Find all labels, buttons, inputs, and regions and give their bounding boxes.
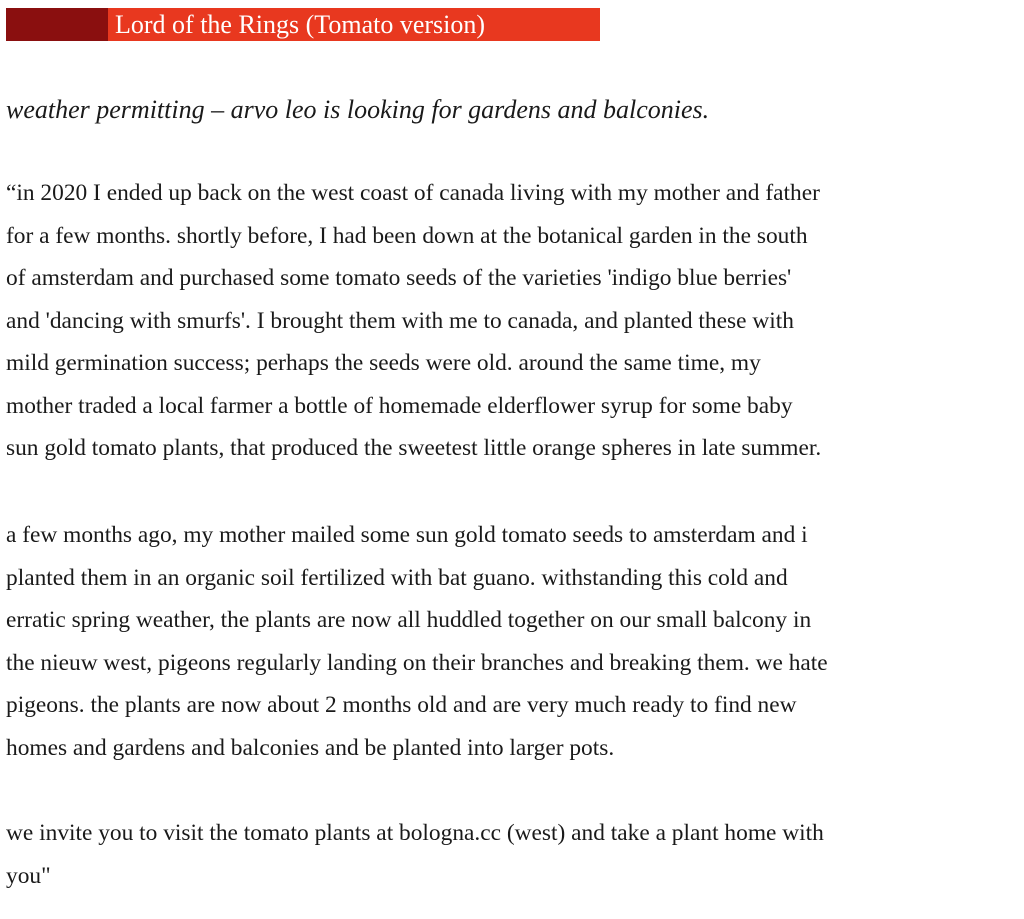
paragraph-line: homes and gardens and balconies and be planted into larger pots. — [6, 734, 615, 761]
paragraph-3 — [6, 812, 1016, 897]
page-title: Lord of the Rings (Tomato version) — [115, 10, 486, 39]
paragraph-line: for a few months. shortly before, I had been down at the botanical garden in the south — [6, 222, 808, 249]
paragraph-line: you" — [6, 862, 51, 889]
title-bar — [6, 8, 600, 41]
paragraph-line: we invite you to visit the tomato plants at bologna.cc (west) and take a plant home with — [6, 820, 824, 846]
paragraph-line: planted them in an organic soil fertilized with bat guano. withstanding this cold and — [6, 564, 788, 591]
paragraph-2 — [6, 514, 1016, 769]
paragraph-1 — [6, 172, 1016, 470]
paragraph-line: sun gold tomato plants, that produced the sweetest little orange spheres in late summer. — [6, 435, 822, 461]
subtitle: weather permitting – arvo leo is looking for gardens and balconies. — [6, 95, 710, 124]
paragraph-line: pigeons. the plants are now about 2 months old and are very much ready to find new — [6, 692, 797, 718]
paragraph-line: and 'dancing with smurfs'. I brought them with me to canada, and planted these with — [6, 307, 794, 334]
paragraph-line: mother traded a local farmer a bottle of homemade elderflower syrup for some baby — [6, 392, 793, 419]
paragraph-line: a few months ago, my mother mailed some sun gold tomato seeds to amsterdam and i — [6, 522, 808, 548]
paragraph-line: the nieuw west, pigeons regularly landing on their branches and breaking them. we hate — [6, 649, 828, 676]
paragraph-line: of amsterdam and purchased some tomato seeds of the varieties 'indigo blue berries' — [6, 265, 792, 291]
paragraph-line: “in 2020 I ended up back on the west coast of canada living with my mother and father — [6, 180, 820, 206]
paragraph-line: erratic spring weather, the plants are now all huddled together on our small balcony in — [6, 607, 812, 633]
paragraph-line: mild germination success; perhaps the seeds were old. around the same time, my — [6, 350, 761, 376]
